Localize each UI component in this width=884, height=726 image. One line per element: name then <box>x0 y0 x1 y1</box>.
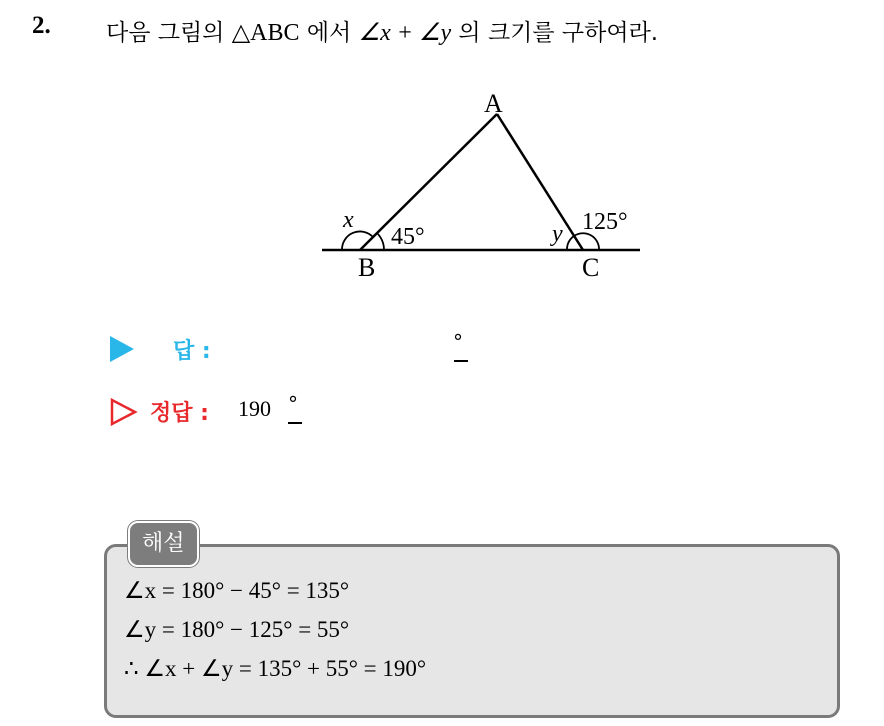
angle-125-label: 125° <box>582 209 628 235</box>
answer-arrow-icon <box>110 336 134 362</box>
vertex-a-label: A <box>484 89 503 118</box>
question-prefix: 다음 그림의 <box>106 20 232 46</box>
vertex-c-label: C <box>582 253 600 282</box>
side-ac <box>497 114 583 250</box>
arc-angle-y <box>567 236 574 250</box>
correct-answer-value: 190 <box>238 396 271 421</box>
triangle-notation: △ABC <box>231 20 300 46</box>
solution-line-3: ∴ ∠x + ∠y = 135° + 55° = 190° <box>124 656 427 681</box>
vertex-b-label: B <box>358 253 376 282</box>
solution-tab: 해설 <box>128 521 199 567</box>
answer-label: 답 : <box>173 339 211 364</box>
question-middle: 에서 <box>299 20 359 46</box>
correct-answer-unit: ° <box>288 392 298 416</box>
angle-45-label: 45° <box>391 224 425 250</box>
question-suffix: 의 크기를 구하여라. <box>451 20 659 46</box>
question-number: 2. <box>32 12 51 39</box>
correct-answer-label: 정답 : <box>150 401 209 426</box>
triangle-figure <box>0 0 884 300</box>
correct-arrow-icon <box>110 398 138 426</box>
angle-x-label: x <box>343 207 354 233</box>
answer-unit: ° <box>453 330 463 354</box>
solution-line-2: ∠y = 180° − 125° = 55° <box>124 617 350 642</box>
angle-expression: ∠x + ∠y <box>358 20 452 46</box>
solution-line-1: ∠x = 180° − 45° = 135° <box>124 578 350 603</box>
arc-angle-45 <box>377 233 384 250</box>
answer-unit-underline <box>454 360 468 362</box>
side-ab <box>360 114 497 250</box>
angle-y-label: y <box>552 221 563 247</box>
correct-answer-unit-underline <box>288 422 302 424</box>
